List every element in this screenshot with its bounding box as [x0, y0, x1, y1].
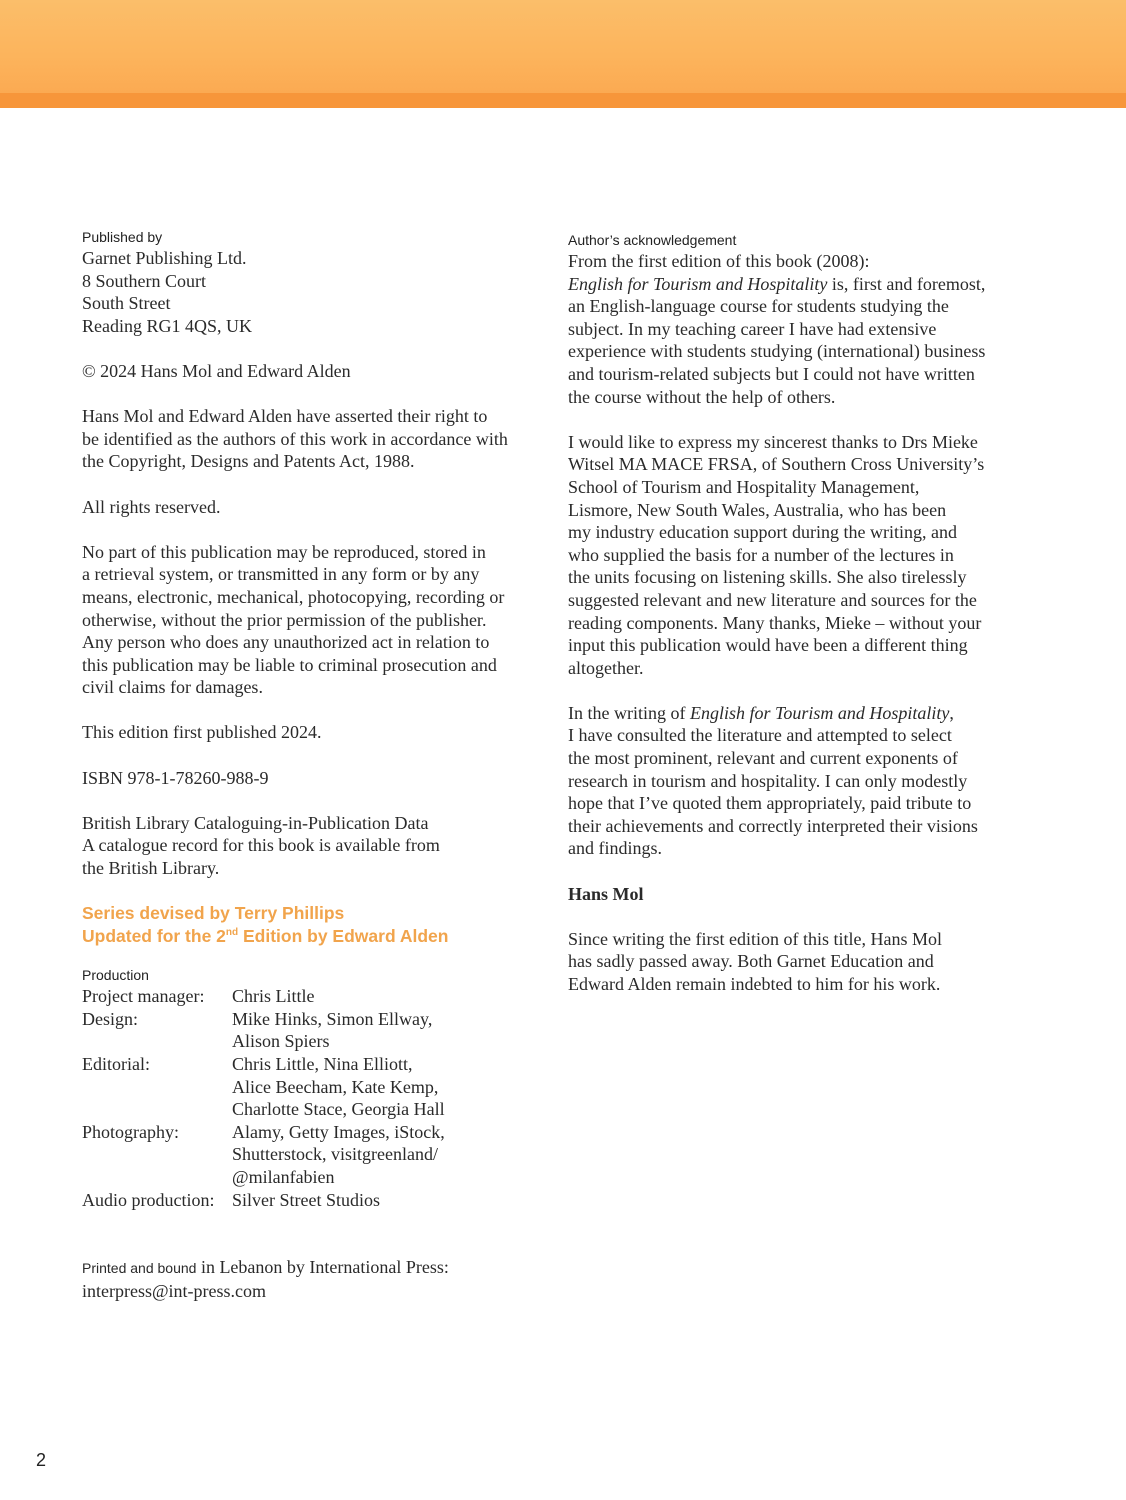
acknowledgement-line: experience with students studying (international) business [568, 341, 986, 362]
acknowledgement-line: suggested relevant and new literature and sources for the [568, 589, 977, 610]
acknowledgement-line: Witsel MA MACE FRSA, of Southern Cross University’s [568, 454, 985, 475]
notice-line: Any person who does any unauthorized act in relation to [82, 632, 490, 653]
acknowledgement-line: reading components. Many thanks, Mieke – without your [568, 612, 982, 633]
acknowledgement-line: and findings. [568, 838, 662, 859]
production-row [82, 1053, 552, 1121]
acknowledgement-line: the course without the help of others. [568, 386, 836, 407]
acknowledgement-line: the units focusing on listening skills. She also tirelessly [568, 567, 967, 588]
acknowledgement-text: In the writing of [568, 702, 690, 723]
production-name: Chris Little [232, 986, 315, 1007]
acknowledgement-line: Edward Alden remain indebted to him for his work. [568, 974, 941, 994]
book-title: English for Tourism and Hospitality [568, 273, 828, 294]
assertion-line: Hans Mol and Edward Alden have asserted their right to [82, 406, 488, 427]
isbn-line: ISBN 978-1-78260-988-9 [82, 767, 269, 788]
publisher-address [82, 247, 552, 337]
acknowledgement-paragraph-2 [568, 431, 1038, 680]
acknowledgement-line: I have consulted the literature and attempted to select [568, 725, 952, 746]
acknowledgement-line: I would like to express my sincerest thanks to Drs Mieke [568, 431, 978, 452]
production-name: Mike Hinks, Simon Ellway, [232, 1008, 433, 1029]
acknowledgement-line: who supplied the basis for a number of the lectures in [568, 544, 954, 565]
imprint-column [82, 228, 552, 1302]
acknowledgement-line: research in tourism and hospitality. I can only modestly [568, 770, 968, 791]
printed-label: Printed and bound [82, 1260, 197, 1277]
acknowledgement-line [568, 273, 1038, 296]
assertion-line: the Copyright, Designs and Patents Act, 1988. [82, 451, 415, 472]
author-signature: Hans Mol [568, 883, 644, 904]
book-title: English for Tourism and Hospitality [689, 702, 950, 723]
notice-line: a retrieval system, or transmitted in any form or by any [82, 564, 480, 585]
notice-line: otherwise, without the prior permission of the publisher. [82, 609, 487, 630]
production-role: Project manager: [82, 986, 205, 1007]
copyright-line: © 2024 Hans Mol and Edward Alden [82, 360, 351, 381]
production-name: Alice Beecham, Kate Kemp, [232, 1076, 439, 1097]
notice-line: this publication may be liable to criminal prosecution and [82, 654, 497, 675]
series-credit: Series devised by Terry Phillips [82, 903, 345, 924]
acknowledgement-line: my industry education support during the writing, and [568, 522, 957, 543]
acknowledgement-line: input this publication would have been a different thing [568, 635, 968, 656]
acknowledgement-line: From the first edition of this book (2008): [568, 251, 870, 271]
notice-line: means, electronic, mechanical, photocopying, recording or [82, 586, 505, 607]
acknowledgement-line: and tourism-related subjects but I could not have written [568, 363, 975, 384]
production-name: Alison Spiers [232, 1031, 330, 1052]
edition-line: This edition first published 2024. [82, 722, 322, 743]
notice-line: civil claims for damages. [82, 677, 263, 698]
production-name: Shutterstock, visitgreenland/ [232, 1144, 438, 1165]
notice-line: No part of this publication may be reproduced, stored in [82, 541, 486, 562]
rights-reserved: All rights reserved. [82, 496, 221, 517]
address-line: 8 Southern Court [82, 270, 206, 291]
production-row [82, 1008, 552, 1053]
edition-credit [82, 925, 552, 948]
production-row [82, 1121, 552, 1189]
acknowledgement-text: , [949, 702, 954, 723]
acknowledgement-line: School of Tourism and Hospitality Management, [568, 476, 920, 497]
acknowledgement-paragraph-4 [568, 928, 1038, 996]
assertion-paragraph [82, 405, 552, 473]
published-by-label: Published by [82, 229, 163, 245]
production-label: Production [82, 967, 149, 984]
acknowledgement-paragraph-1 [568, 250, 1038, 408]
header-banner-stripe [0, 93, 1126, 108]
cataloguing-line: A catalogue record for this book is available from [82, 835, 440, 856]
notice-paragraph [82, 541, 552, 699]
edition-credit-text: Edition by Edward Alden [238, 926, 449, 947]
production-role: Editorial: [82, 1054, 150, 1074]
address-line: Garnet Publishing Ltd. [82, 248, 247, 268]
acknowledgement-column [568, 231, 1038, 996]
page-number: 2 [36, 1450, 47, 1470]
production-credits [82, 985, 552, 1211]
cataloguing-paragraph [82, 812, 552, 880]
acknowledgement-line: the most prominent, relevant and current exponents of [568, 748, 958, 769]
header-banner [0, 0, 1126, 93]
printer-email: interpress@int-press.com [82, 1280, 267, 1301]
acknowledgement-line: has sadly passed away. Both Garnet Education and [568, 951, 934, 972]
production-role: Photography: [82, 1121, 179, 1142]
acknowledgement-line [568, 702, 1038, 725]
printed-line [82, 1256, 552, 1280]
address-line: South Street [82, 293, 171, 314]
cataloguing-line: the British Library. [82, 858, 220, 879]
production-name: Silver Street Studios [232, 1189, 380, 1210]
acknowledgement-line: altogether. [568, 657, 644, 678]
production-name: Alamy, Getty Images, iStock, [232, 1121, 445, 1142]
acknowledgement-line: their achievements and correctly interpreted their visions [568, 815, 978, 836]
acknowledgement-label: Author’s acknowledgement [568, 232, 737, 248]
production-role: Audio production: [82, 1189, 215, 1210]
assertion-line: be identified as the authors of this work in accordance with [82, 428, 508, 449]
cataloguing-line: British Library Cataloguing-in-Publication Data [82, 812, 429, 833]
edition-credit-text: Updated for the 2 [82, 926, 226, 947]
printed-text: in Lebanon by International Press: [196, 1257, 449, 1278]
production-name: @milanfabien [232, 1166, 335, 1187]
acknowledgement-text: is, first and foremost, [827, 273, 986, 294]
acknowledgement-line: Since writing the first edition of this title, Hans Mol [568, 928, 942, 949]
address-line: Reading RG1 4QS, UK [82, 315, 252, 336]
production-name: Chris Little, Nina Elliott, [232, 1054, 413, 1074]
edition-credit-ordinal: nd [225, 927, 239, 939]
production-row [82, 1189, 552, 1212]
acknowledgement-paragraph-3 [568, 702, 1038, 860]
production-name: Charlotte Stace, Georgia Hall [232, 1099, 445, 1120]
acknowledgement-line: Lismore, New South Wales, Australia, who has been [568, 499, 947, 520]
production-row [82, 985, 552, 1008]
production-role: Design: [82, 1008, 138, 1029]
acknowledgement-line: hope that I’ve quoted them appropriately, paid tribute to [568, 793, 972, 814]
acknowledgement-line: an English-language course for students studying the [568, 296, 949, 317]
acknowledgement-line: subject. In my teaching career I have had extensive [568, 318, 937, 339]
